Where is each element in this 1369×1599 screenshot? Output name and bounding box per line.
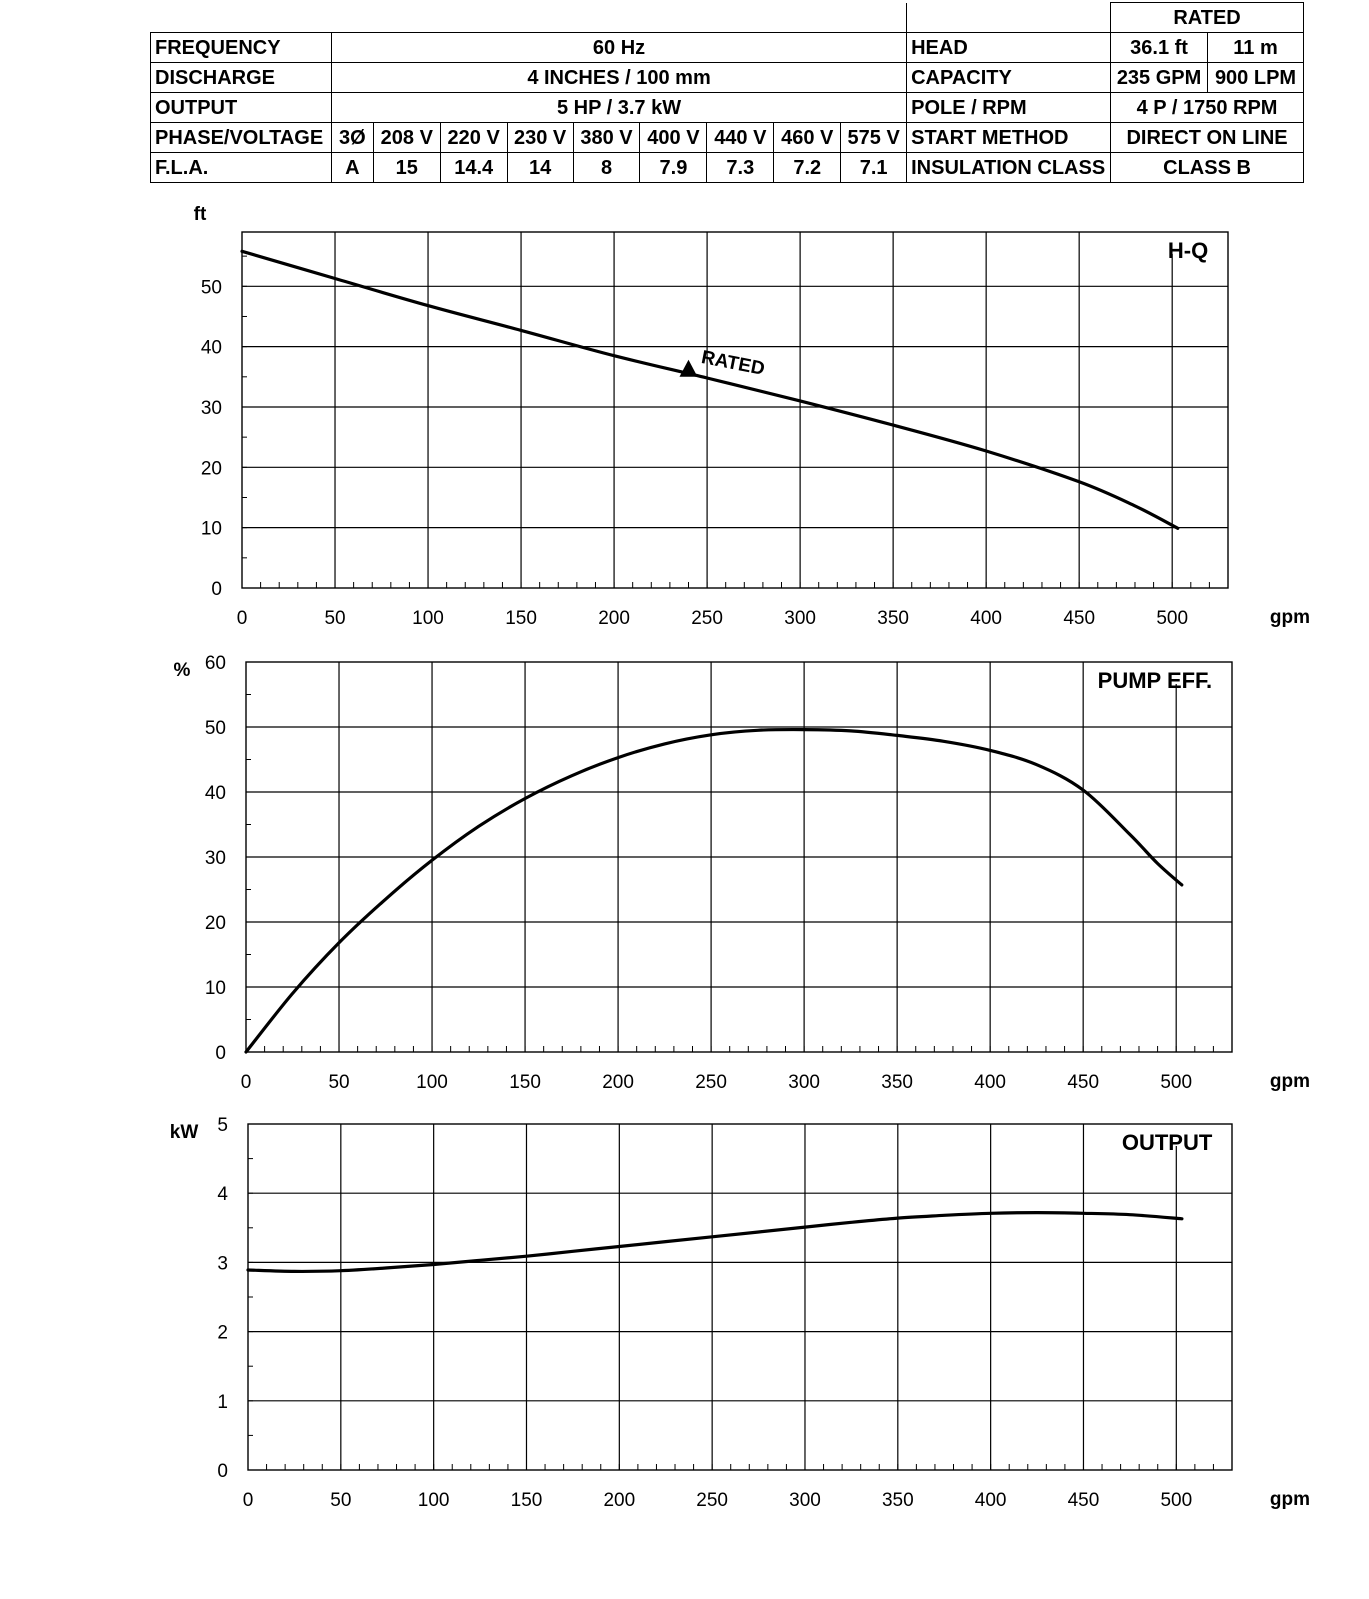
y-tick-label: 60: [204, 653, 226, 674]
head-capacity-chart: [0, 190, 1369, 640]
y-tick-label: 10: [204, 978, 226, 999]
y-axis-unit: kW: [169, 1122, 199, 1143]
x-tick-label: 250: [695, 1072, 727, 1093]
spec-row: [151, 63, 1304, 93]
x-tick-label: 50: [324, 608, 346, 629]
pole-rpm-label: POLE / RPM: [907, 93, 1111, 123]
output-label: OUTPUT: [151, 93, 332, 123]
x-tick-label: 100: [417, 1490, 450, 1511]
x-tick-label: 400: [974, 1072, 1007, 1093]
x-tick-label: 500: [1160, 1072, 1193, 1093]
fla-cell: 14: [507, 153, 573, 183]
x-tick-label: 400: [970, 608, 1003, 629]
y-tick-label: 2: [217, 1322, 228, 1344]
y-tick-label: 0: [215, 1043, 226, 1064]
x-tick-label: 150: [505, 608, 537, 629]
x-tick-label: 50: [330, 1490, 352, 1511]
y-tick-label: 20: [204, 913, 226, 934]
x-tick-label: 0: [240, 1072, 252, 1093]
x-tick-label: 250: [696, 1490, 729, 1511]
fla-cell: 7.1: [841, 153, 907, 183]
x-tick-label: 100: [416, 1072, 448, 1093]
chart-title: PUMP EFF.: [1097, 668, 1213, 693]
voltage-cell: 440 V: [707, 123, 774, 153]
chart-title: H-Q: [1167, 238, 1209, 263]
series-line: [246, 730, 1182, 1052]
x-tick-label: 450: [1063, 608, 1096, 629]
x-tick-label: 350: [877, 608, 909, 629]
head-m: 11 m: [1208, 33, 1304, 63]
y-axis-unit: %: [173, 660, 191, 681]
x-axis-unit: gpm: [1269, 1489, 1310, 1510]
y-tick-label: 0: [217, 1461, 228, 1482]
y-tick-label: 40: [204, 783, 226, 804]
rated-header-row: [151, 3, 1304, 33]
pole-rpm-value: 4 P / 1750 RPM: [1111, 93, 1304, 123]
rated-point-marker: [679, 360, 697, 377]
voltage-cell: 460 V: [774, 123, 841, 153]
capacity-lpm: 900 LPM: [1208, 63, 1304, 93]
x-tick-label: 350: [881, 1490, 914, 1511]
fla-cell: 7.3: [707, 153, 774, 183]
voltage-cell: 208 V: [373, 123, 440, 153]
y-tick-label: 10: [200, 518, 222, 540]
spec-row: [151, 33, 1304, 63]
voltage-cell: 220 V: [440, 123, 507, 153]
discharge-value: 4 INCHES / 100 mm: [331, 63, 906, 93]
x-tick-label: 500: [1160, 1490, 1193, 1511]
insulation-class-value: CLASS B: [1111, 153, 1304, 183]
spec-table: [150, 2, 1304, 183]
spec-row: [151, 93, 1304, 123]
head-label: HEAD: [907, 33, 1111, 63]
y-tick-label: 50: [200, 277, 222, 299]
voltage-cell: 400 V: [640, 123, 707, 153]
fla-label: F.L.A.: [151, 153, 332, 183]
x-axis-unit: gpm: [1269, 1071, 1310, 1092]
y-tick-label: 20: [200, 458, 222, 480]
chart-title: OUTPUT: [1121, 1130, 1213, 1155]
x-tick-label: 200: [602, 1072, 634, 1093]
y-tick-label: 1: [217, 1391, 228, 1413]
x-tick-label: 0: [236, 608, 248, 629]
x-tick-label: 350: [881, 1072, 913, 1093]
x-tick-label: 400: [974, 1490, 1007, 1511]
rated-header: RATED: [1111, 3, 1304, 33]
y-tick-label: 30: [204, 848, 226, 869]
y-tick-label: 0: [211, 579, 222, 600]
x-tick-label: 200: [598, 608, 630, 629]
fla-cell: 15: [373, 153, 440, 183]
x-tick-label: 250: [691, 608, 723, 629]
y-tick-label: 4: [217, 1184, 228, 1206]
x-tick-label: 450: [1067, 1072, 1100, 1093]
voltage-cell: 575 V: [841, 123, 907, 153]
y-tick-label: 50: [204, 718, 226, 739]
voltage-cell: 380 V: [573, 123, 640, 153]
y-axis-unit: ft: [193, 204, 207, 225]
x-tick-label: 500: [1156, 608, 1189, 629]
phase-voltage-label: PHASE/VOLTAGE: [151, 123, 332, 153]
plot-frame: [248, 1124, 1232, 1470]
head-ft: 36.1 ft: [1111, 33, 1208, 63]
plot-frame: [242, 232, 1228, 588]
x-tick-label: 0: [242, 1490, 254, 1511]
x-tick-label: 150: [510, 1490, 543, 1511]
start-method-label: START METHOD: [907, 123, 1111, 153]
x-tick-label: 50: [328, 1072, 350, 1093]
y-tick-label: 3: [217, 1253, 228, 1275]
output-value: 5 HP / 3.7 kW: [331, 93, 906, 123]
start-method-value: DIRECT ON LINE: [1111, 123, 1304, 153]
fla-unit-cell: A: [331, 153, 373, 183]
frequency-value: 60 Hz: [331, 33, 906, 63]
x-axis-unit: gpm: [1269, 607, 1310, 628]
frequency-label: FREQUENCY: [151, 33, 332, 63]
phase-cell: 3Ø: [331, 123, 373, 153]
series-line: [242, 251, 1178, 528]
insulation-class-label: INSULATION CLASS: [907, 153, 1111, 183]
discharge-label: DISCHARGE: [151, 63, 332, 93]
phase-voltage-row: [151, 123, 1304, 153]
x-tick-label: 300: [784, 608, 816, 629]
pump-efficiency-chart: [0, 652, 1369, 1112]
x-tick-label: 200: [603, 1490, 636, 1511]
capacity-gpm: 235 GPM: [1111, 63, 1208, 93]
fla-cell: 7.9: [640, 153, 707, 183]
x-tick-label: 300: [788, 1072, 820, 1093]
x-tick-label: 300: [789, 1490, 821, 1511]
fla-cell: 7.2: [774, 153, 841, 183]
x-tick-label: 100: [412, 608, 444, 629]
y-tick-label: 40: [200, 337, 222, 359]
x-tick-label: 150: [509, 1072, 541, 1093]
x-tick-label: 450: [1067, 1490, 1100, 1511]
voltage-cell: 230 V: [507, 123, 573, 153]
capacity-label: CAPACITY: [907, 63, 1111, 93]
fla-row: [151, 153, 1304, 183]
fla-cell: 14.4: [440, 153, 507, 183]
y-tick-label: 5: [217, 1115, 228, 1136]
rated-point-label: RATED: [699, 347, 767, 380]
fla-cell: 8: [573, 153, 640, 183]
y-tick-label: 30: [200, 397, 222, 419]
power-output-chart: [0, 1108, 1369, 1568]
